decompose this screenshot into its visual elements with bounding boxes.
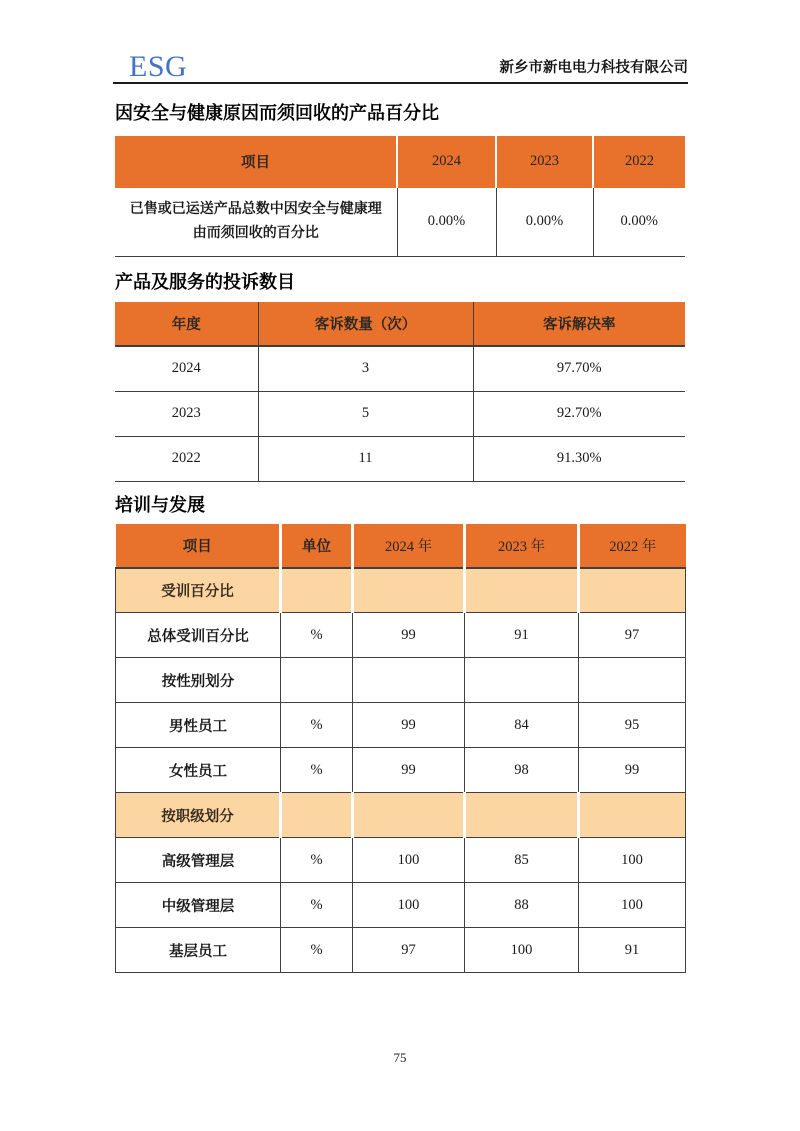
- complaint-rate: 97.70%: [473, 346, 685, 391]
- training-data-row: [116, 613, 686, 658]
- recall-col-label: 项目: [115, 136, 397, 188]
- complaints-row-2023: [115, 391, 685, 436]
- training-unit: %: [281, 928, 353, 973]
- training-value-2022: 91: [579, 928, 686, 973]
- training-unit: %: [281, 748, 353, 793]
- training-label: 男性员工: [116, 703, 281, 748]
- recall-col-2022: 2022: [593, 136, 685, 188]
- training-label: 基层员工: [116, 928, 281, 973]
- training-value-2023: [465, 568, 579, 613]
- training-value-2023: [465, 658, 579, 703]
- training-label: 女性员工: [116, 748, 281, 793]
- recall-table: [115, 136, 685, 258]
- training-label: 受训百分比: [116, 568, 281, 613]
- recall-section-title: 因安全与健康原因而须回收的产品百分比: [115, 102, 439, 123]
- training-value-2023: 98: [465, 748, 579, 793]
- complaints-col-rate: 客诉解决率: [473, 302, 685, 346]
- complaints-col-count: 客诉数量（次）: [258, 302, 473, 346]
- training-value-2023: 85: [465, 838, 579, 883]
- training-value-2023: 84: [465, 703, 579, 748]
- complaint-rate: 91.30%: [473, 436, 685, 481]
- training-subheader-row: [116, 793, 686, 838]
- complaint-year: 2023: [115, 391, 258, 436]
- complaint-count: 3: [258, 346, 473, 391]
- training-value-2024: 100: [353, 838, 465, 883]
- page-header: [113, 0, 688, 84]
- complaints-section-title: 产品及服务的投诉数目: [115, 272, 295, 292]
- training-label: 按性别划分: [116, 658, 281, 703]
- esg-logo: ESG: [129, 50, 188, 83]
- training-value-2022: 100: [579, 838, 686, 883]
- page-content: [115, 101, 685, 974]
- training-unit: [281, 658, 353, 703]
- training-label: 中级管理层: [116, 883, 281, 928]
- training-label: 总体受训百分比: [116, 613, 281, 658]
- complaint-year: 2024: [115, 346, 258, 391]
- recall-value-2023: 0.00%: [496, 188, 593, 257]
- training-value-2023: [465, 793, 579, 838]
- recall-col-2023: 2023: [496, 136, 593, 188]
- training-value-2022: [579, 568, 686, 613]
- page-number: 75: [393, 1050, 407, 1065]
- training-value-2023: 88: [465, 883, 579, 928]
- complaints-header-row: [115, 302, 685, 346]
- recall-header-row: [115, 136, 685, 188]
- training-data-row: [116, 703, 686, 748]
- training-table: [115, 524, 686, 974]
- training-header-row: [116, 524, 686, 568]
- training-unit: %: [281, 838, 353, 883]
- recall-row-label: 已售或已运送产品总数中因安全与健康理由而须回收的百分比: [115, 188, 397, 257]
- training-value-2024: 100: [353, 883, 465, 928]
- training-data-row: [116, 928, 686, 973]
- training-value-2024: 99: [353, 703, 465, 748]
- complaints-col-year: 年度: [115, 302, 258, 346]
- training-col-2023: 2023 年: [465, 524, 579, 568]
- training-value-2022: 99: [579, 748, 686, 793]
- complaints-row-2024: [115, 346, 685, 391]
- recall-value-2022: 0.00%: [593, 188, 685, 257]
- recall-col-2024: 2024: [397, 136, 496, 188]
- recall-value-2024: 0.00%: [397, 188, 496, 257]
- training-value-2022: 95: [579, 703, 686, 748]
- training-value-2024: 97: [353, 928, 465, 973]
- complaint-rate: 92.70%: [473, 391, 685, 436]
- training-data-row: [116, 658, 686, 703]
- training-value-2024: 99: [353, 748, 465, 793]
- training-value-2024: [353, 793, 465, 838]
- complaint-count: 11: [258, 436, 473, 481]
- training-value-2023: 100: [465, 928, 579, 973]
- recall-data-row: [115, 188, 685, 257]
- complaint-count: 5: [258, 391, 473, 436]
- training-value-2022: 100: [579, 883, 686, 928]
- training-col-2024: 2024 年: [353, 524, 465, 568]
- training-col-2022: 2022 年: [579, 524, 686, 568]
- training-label: 高级管理层: [116, 838, 281, 883]
- training-unit: %: [281, 613, 353, 658]
- training-value-2024: 99: [353, 613, 465, 658]
- training-value-2022: 97: [579, 613, 686, 658]
- training-value-2022: [579, 793, 686, 838]
- training-unit: [281, 568, 353, 613]
- training-value-2023: 91: [465, 613, 579, 658]
- training-value-2024: [353, 568, 465, 613]
- training-data-row: [116, 748, 686, 793]
- complaints-table: [115, 302, 685, 482]
- training-data-row: [116, 883, 686, 928]
- complaint-year: 2022: [115, 436, 258, 481]
- training-unit: [281, 793, 353, 838]
- training-label: 按职级划分: [116, 793, 281, 838]
- training-subheader-row: [116, 568, 686, 613]
- training-data-row: [116, 838, 686, 883]
- complaints-row-2022: [115, 436, 685, 481]
- training-value-2022: [579, 658, 686, 703]
- training-unit: %: [281, 703, 353, 748]
- training-col-item: 项目: [116, 524, 281, 568]
- training-value-2024: [353, 658, 465, 703]
- company-name: 新乡市新电电力科技有限公司: [499, 59, 688, 76]
- training-col-unit: 单位: [281, 524, 353, 568]
- training-section-title: 培训与发展: [115, 494, 205, 515]
- training-unit: %: [281, 883, 353, 928]
